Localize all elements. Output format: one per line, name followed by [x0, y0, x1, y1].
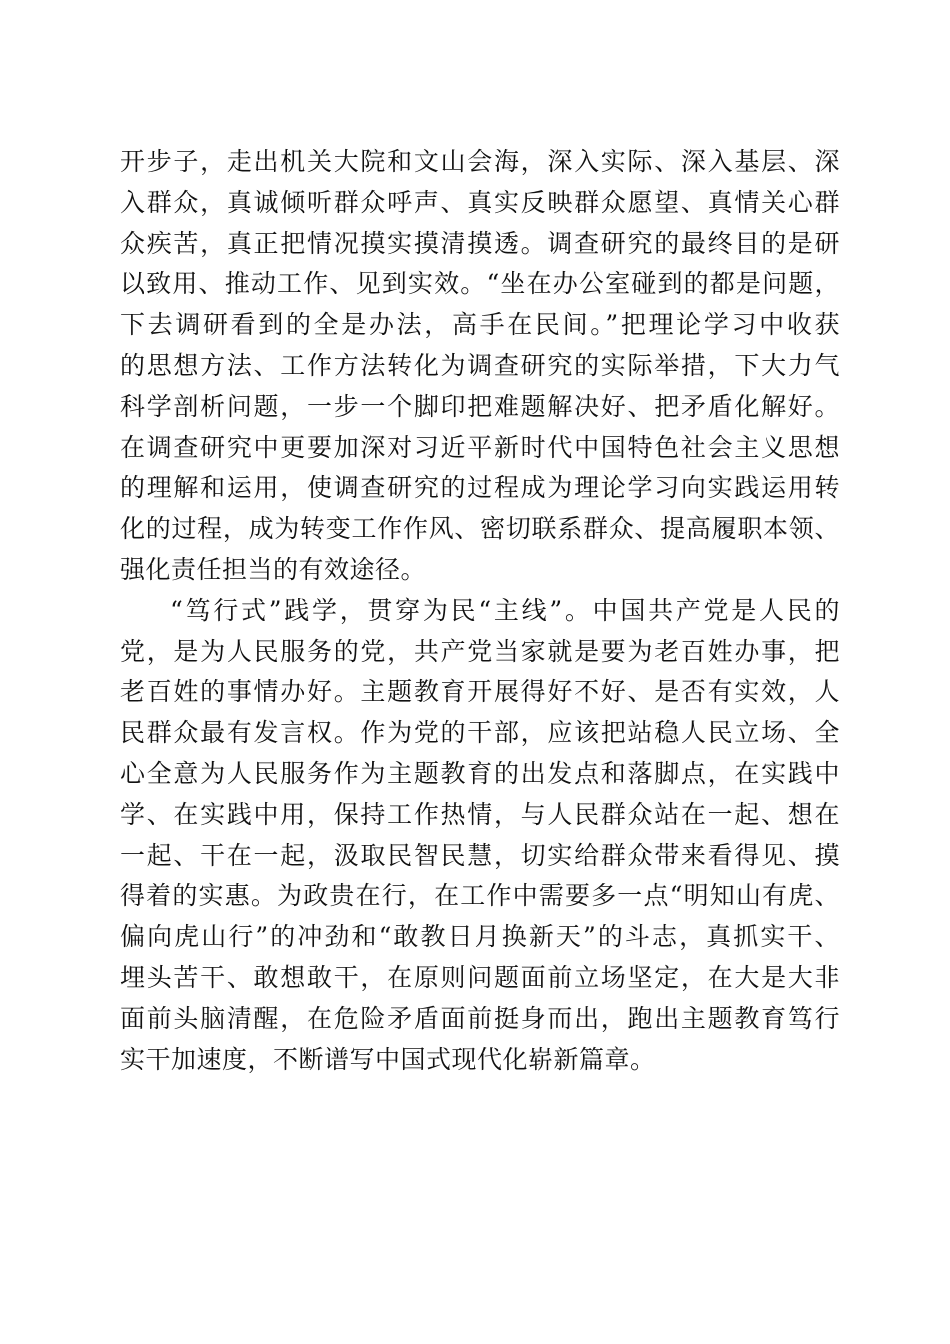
paragraph-line: 科学剖析问题，一步一个脚印把难题解决好、把矛盾化解好。	[120, 391, 840, 421]
paragraph-line: 以致用、推动工作、见到实效。“坐在办公室碰到的都是问题，	[120, 269, 840, 299]
paragraph-line: 一起、干在一起，汲取民智民慧，切实给群众带来看得见、摸	[120, 840, 840, 870]
paragraph-line: 学、在实践中用，保持工作热情，与人民群众站在一起、想在	[120, 799, 840, 829]
paragraph-line: 化的过程，成为转变工作作风、密切联系群众、提高履职本领、	[120, 514, 840, 544]
paragraph-1	[120, 142, 840, 591]
paragraph-line: 面前头脑清醒，在危险矛盾面前挺身而出，跑出主题教育笃行	[120, 1003, 840, 1033]
paragraph-line: 入群众，真诚倾听群众呼声、真实反映群众愿望、真情关心群	[120, 187, 840, 217]
paragraph-line: 下去调研看到的全是办法，高手在民间。”把理论学习中收获	[120, 310, 840, 340]
paragraph-2	[120, 591, 840, 1081]
document-body	[120, 142, 840, 1080]
paragraph-line: 民群众最有发言权。作为党的干部，应该把站稳人民立场、全	[120, 718, 840, 748]
paragraph-line: 在调查研究中更要加深对习近平新时代中国特色社会主义思想	[120, 432, 840, 462]
paragraph-line: 偏向虎山行”的冲劲和“敢教日月换新天”的斗志，真抓实干、	[120, 922, 840, 952]
paragraph-line: 埋头苦干、敢想敢干，在原则问题面前立场坚定，在大是大非	[120, 962, 840, 992]
paragraph-line: 老百姓的事情办好。主题教育开展得好不好、是否有实效，人	[120, 677, 840, 707]
paragraph-line: “笃行式”践学，贯穿为民“主线”。中国共产党是人民的	[170, 595, 840, 625]
paragraph-line: 众疾苦，真正把情况摸实摸清摸透。调查研究的最终目的是研	[120, 228, 840, 258]
paragraph-line: 的理解和运用，使调查研究的过程成为理论学习向实践运用转	[120, 473, 840, 503]
paragraph-line: 得着的实惠。为政贵在行，在工作中需要多一点“明知山有虎、	[120, 881, 840, 911]
paragraph-line: 实干加速度，不断谱写中国式现代化崭新篇章。	[120, 1044, 656, 1074]
paragraph-line: 心全意为人民服务作为主题教育的出发点和落脚点，在实践中	[120, 758, 840, 788]
paragraph-line: 的思想方法、工作方法转化为调查研究的实际举措，下大力气	[120, 350, 840, 380]
paragraph-line: 强化责任担当的有效途径。	[120, 554, 427, 584]
paragraph-line: 党，是为人民服务的党，共产党当家就是要为老百姓办事，把	[120, 636, 840, 666]
paragraph-line: 开步子，走出机关大院和文山会海，深入实际、深入基层、深	[120, 147, 840, 176]
